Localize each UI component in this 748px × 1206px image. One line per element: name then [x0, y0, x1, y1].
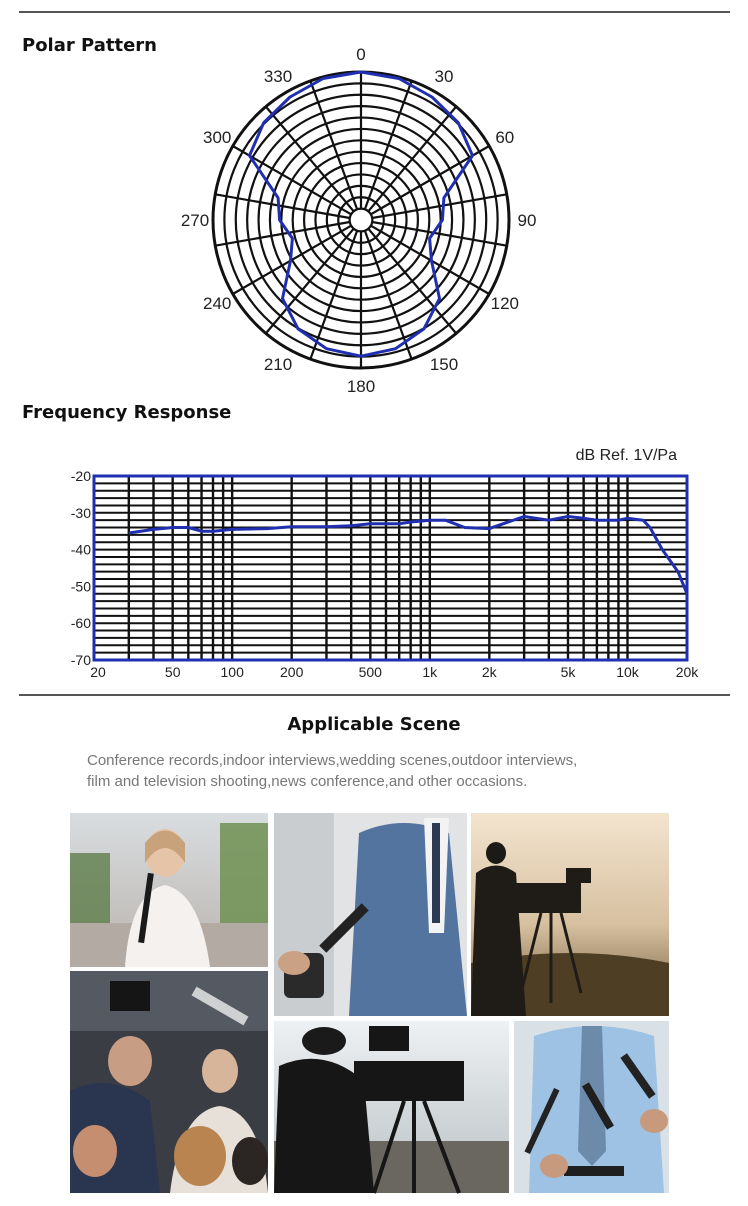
freq-x-tick-label: 1k — [422, 664, 438, 680]
polar-angle-label: 150 — [429, 354, 459, 374]
frequency-response-heading: Frequency Response — [22, 402, 232, 423]
scene-desc-line-2: film and television shooting,news conference,and other occasions. — [87, 773, 528, 790]
freq-x-tick-label: 20k — [675, 664, 699, 680]
freq-x-tick-label: 10k — [616, 664, 639, 680]
freq-x-tick-label: 200 — [280, 664, 304, 680]
polar-angle-label: 60 — [495, 128, 515, 147]
polar-angle-label: 30 — [434, 67, 454, 87]
polar-pattern-heading: Polar Pattern — [22, 35, 157, 56]
polar-angle-label: 330 — [263, 67, 293, 87]
applicable-scene-description — [87, 750, 707, 792]
freq-x-tick-label: 5k — [560, 664, 576, 680]
polar-angle-label: 90 — [517, 211, 537, 230]
freq-y-tick-label: -20 — [70, 468, 91, 484]
top-divider — [19, 11, 730, 13]
freq-reference-annotation: dB Ref. 1V/Pa — [575, 447, 677, 464]
freq-x-tick-label: 500 — [358, 664, 382, 680]
freq-y-tick-label: -60 — [70, 615, 91, 632]
freq-x-tick-label: 100 — [220, 664, 244, 680]
freq-y-tick-label: -30 — [70, 504, 91, 521]
polar-angle-label: 210 — [263, 354, 293, 374]
polar-spoke — [365, 231, 412, 359]
photo-cameraman-silhouette — [274, 1021, 509, 1193]
polar-angle-label: 0 — [356, 45, 366, 64]
polar-spoke — [310, 231, 357, 359]
freq-x-tick-label: 20 — [90, 664, 106, 680]
freq-y-tick-label: -70 — [70, 652, 91, 668]
freq-x-tick-label: 50 — [164, 664, 181, 680]
photo-camera-field-silhouette — [471, 813, 669, 1016]
section-divider — [19, 694, 730, 696]
photo-man-suit-interview — [274, 813, 467, 1016]
photo-man-shirt-microphones — [514, 1021, 669, 1193]
photo-woman-holding-microphone — [70, 813, 268, 967]
applicable-scene-heading: Applicable Scene — [287, 714, 461, 735]
polar-angle-label: 300 — [203, 128, 232, 147]
freq-x-tick-label: 2k — [481, 664, 497, 680]
scene-desc-line-1: Conference records,indoor interviews,wedding scenes,outdoor interviews, — [87, 752, 578, 769]
polar-spoke — [310, 81, 357, 209]
polar-angle-label: 270 — [180, 211, 210, 230]
freq-y-tick-label: -50 — [70, 578, 91, 595]
photo-press-crowd — [70, 971, 268, 1193]
polar-angle-label: 180 — [346, 377, 376, 396]
polar-angle-label: 120 — [490, 294, 519, 313]
polar-angle-label: 240 — [203, 294, 232, 313]
polar-pattern-chart — [170, 45, 540, 396]
frequency-response-chart — [60, 440, 710, 685]
polar-spoke — [365, 81, 412, 209]
polar-ring — [350, 209, 373, 232]
freq-y-tick-label: -40 — [70, 541, 91, 558]
